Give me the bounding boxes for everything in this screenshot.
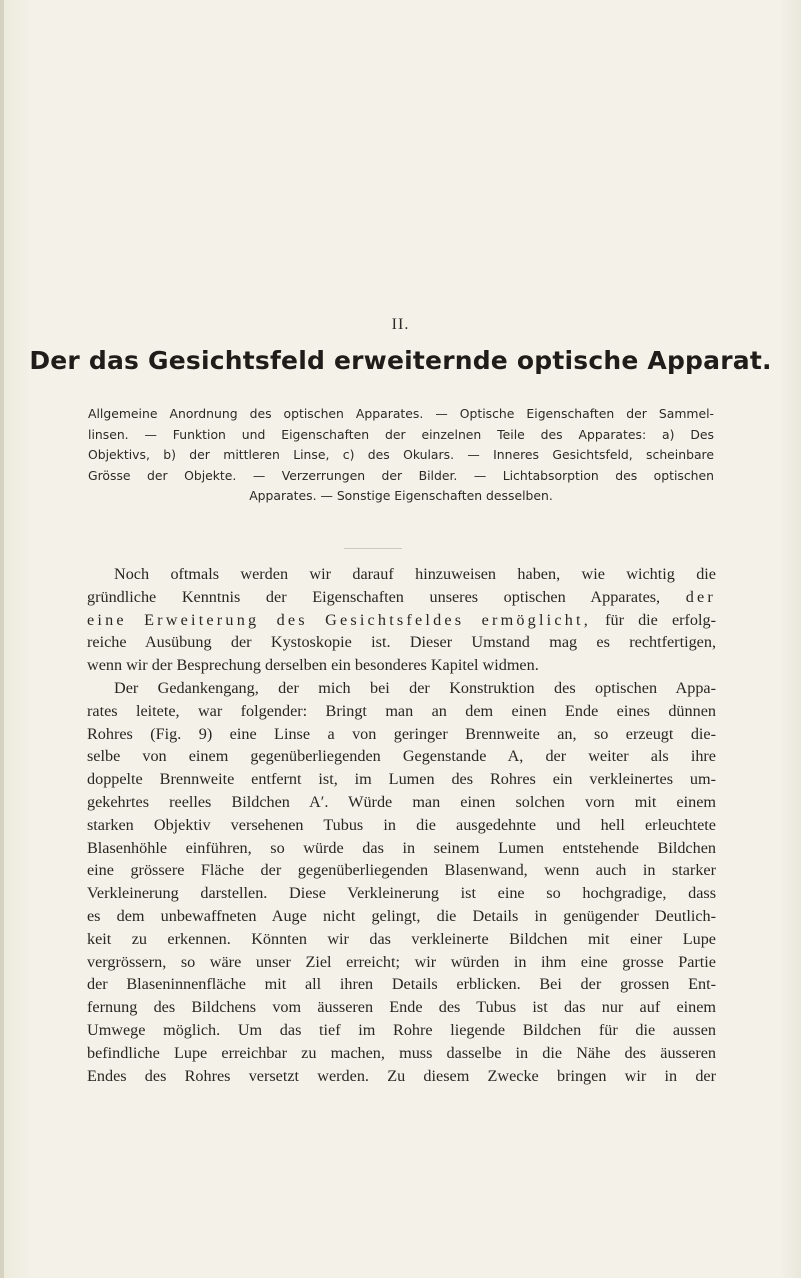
chapter-number: II. [391, 316, 410, 333]
chapter-summary [88, 404, 714, 507]
page-edge [0, 0, 4, 1278]
emphasized-text: eine Erweiterung des Gesichtsfeldes ermöglicht, [87, 610, 591, 629]
summary-line: Apparates. — Sonstige Eigenschaften desselben. [249, 488, 553, 503]
text-line: starken Objektiv versehenen Tubus in die ausgedehnte und hell erleuchtete [87, 815, 716, 834]
text-line: vergrössern, so wäre unser Ziel erreicht; wir würden in ihm eine grosse Partie [87, 952, 716, 971]
text-line [87, 609, 716, 632]
text-line: der Blaseninnenfläche mit all ihren Details erblicken. Bei der grossen Ent- [87, 975, 716, 994]
chapter-title: Der das Gesichtsfeld erweiternde optische Apparat. [29, 346, 772, 375]
text-line: Rohres (Fig. 9) eine Linse a von geringer Brennweite an, so erzeugt die- [87, 724, 716, 743]
text-line: doppelte Brennweite entfernt ist, im Lumen des Rohres ein verkleinertes um- [87, 770, 716, 789]
emphasized-text: der [685, 587, 717, 606]
section-divider [344, 548, 402, 549]
text-line: Verkleinerung darstellen. Diese Verkleinerung ist eine so hochgradige, dass [87, 884, 716, 903]
text-segment: gründliche Kenntnis der Eigenschaften unseres optischen Apparates, [87, 587, 661, 606]
summary-line: Grösse der Objekte. — Verzerrungen der Bilder. — Lichtabsorption des optischen [88, 467, 714, 483]
text-line: Endes des Rohres versetzt werden. Zu diesem Zwecke bringen wir in der [87, 1066, 716, 1085]
text-line: eine grössere Fläche der gegenüberliegenden Blasenwand, wenn auch in starker [87, 861, 716, 880]
summary-line: Allgemeine Anordnung des optischen Apparates. — Optische Eigenschaften der Sammel- [88, 406, 714, 421]
text-line: gekehrtes reelles Bildchen A′. Würde man einen solchen vorn mit einem [87, 792, 716, 811]
text-line: rates leitete, war folgender: Bringt man an dem einen Ende eines dünnen [87, 701, 716, 720]
text-line: wenn wir der Besprechung derselben ein besonderes Kapitel widmen. [87, 656, 539, 675]
body-text [87, 563, 716, 1087]
text-line: Blasenhöhle einführen, so würde das in seinem Lumen entstehende Bildchen [87, 838, 716, 857]
text-line: keit zu erkennen. Könnten wir das verkleinerte Bildchen mit einer Lupe [87, 929, 716, 948]
text-line [87, 586, 716, 609]
text-line: Umwege möglich. Um das tief im Rohre liegende Bildchen für die aussen [87, 1020, 716, 1039]
paragraph-1 [87, 563, 716, 677]
text-line: befindliche Lupe erreichbar zu machen, muss dasselbe in die Nähe des äusseren [87, 1043, 716, 1062]
text-line: Noch oftmals werden wir darauf hinzuweisen haben, wie wichtig die [114, 565, 716, 583]
summary-line: Objektivs, b) der mittleren Linse, c) des Okulars. — Inneres Gesichtsfeld, scheinbare [88, 447, 714, 462]
text-segment: für die erfolg- [605, 610, 717, 629]
text-line: reiche Ausübung der Kystoskopie ist. Dieser Umstand mag es rechtfertigen, [87, 633, 716, 652]
text-line: Der Gedankengang, der mich bei der Konstruktion des optischen Appa- [114, 678, 716, 697]
text-line: selbe von einem gegenüberliegenden Gegenstande A, der weiter als ihre [87, 747, 716, 766]
text-line: es dem unbewaffneten Auge nicht gelingt, die Details in genügender Deutlich- [87, 906, 716, 925]
paragraph-2 [87, 677, 716, 1087]
summary-line: linsen. — Funktion und Eigenschaften der einzelnen Teile des Apparates: a) Des [88, 426, 714, 442]
text-line: fernung des Bildchens vom äusseren Ende des Tubus ist das nur auf einem [87, 998, 716, 1017]
